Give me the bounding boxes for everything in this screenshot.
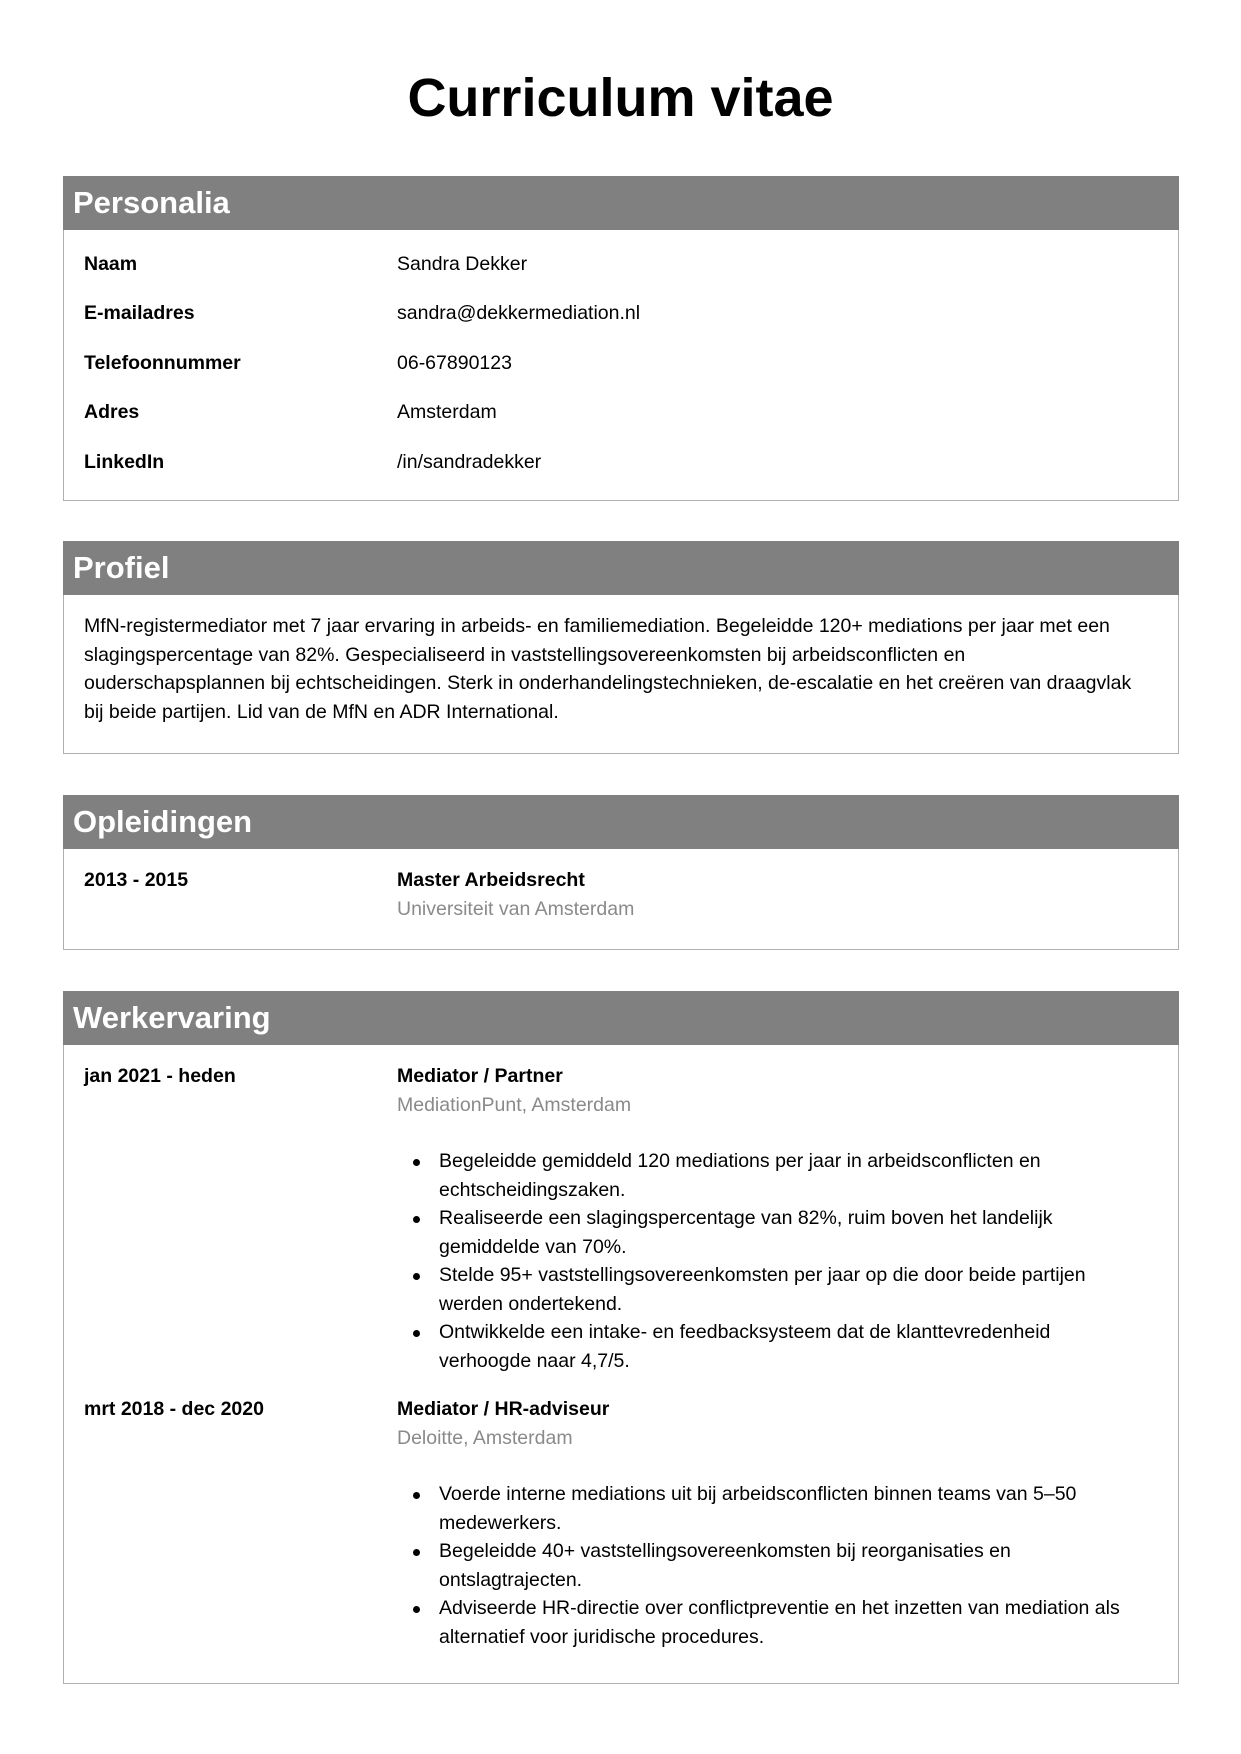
education-period: 2013 - 2015	[84, 869, 189, 891]
linkedin-value: /in/sandradekker	[397, 450, 542, 473]
bullet-item: Ontwikkelde een intake- en feedbacksysteem dat de klanttevredenheid verhoogde naar 4,7/5.	[397, 1318, 1158, 1375]
personalia-row-address	[84, 388, 1158, 438]
bullet-item: Adviseerde HR-directie over conflictpreventie en het inzetten van mediation als alternatief voor juridische procedures.	[397, 1594, 1158, 1651]
werkervaring-body	[64, 1045, 1178, 1669]
education-details	[397, 866, 1158, 923]
job-company: MediationPunt, Amsterdam	[397, 1093, 632, 1116]
opleidingen-heading: Opleidingen	[63, 795, 1179, 849]
page-title: Curriculum vitae	[407, 68, 834, 128]
job-details	[397, 1062, 1158, 1375]
field-label: E-mailadres	[84, 302, 195, 324]
opleidingen-section	[63, 795, 1179, 950]
personalia-section	[63, 176, 1179, 501]
profiel-body	[64, 595, 1178, 744]
field-label: Naam	[84, 252, 138, 275]
job-entry	[84, 1395, 1158, 1651]
werkervaring-section	[63, 991, 1179, 1684]
field-value: Sandra Dekker	[397, 252, 528, 275]
profile-text: MfN-registermediator met 7 jaar ervaring in arbeids- en familiemediation. Begeleidde 120+ mediations per jaar met een slagingspercentage van 82%. Gespecialiseerd in vaststellingsovereenkomsten bij arbeidsconflicten en ouderschapsplannen bij echtscheidingen. Sterk in onderhandelingstechnieken, de-escalatie en het creëren van draagvlak bij beide partijen. Lid van de MfN en ADR International.	[84, 615, 1132, 723]
profiel-heading: Profiel	[63, 541, 1179, 595]
job-title: Mediator / HR-adviseur	[397, 1398, 610, 1420]
bullet-item: Stelde 95+ vaststellingsovereenkomsten per jaar op die door beide partijen werden ondertekend.	[397, 1261, 1158, 1318]
personalia-row-email	[84, 289, 1158, 339]
bullet-item: Begeleidde 40+ vaststellingsovereenkomsten bij reorganisaties en ontslagtrajecten.	[397, 1537, 1158, 1594]
personalia-row-phone	[84, 338, 1158, 388]
bullet-item: Realiseerde een slagingspercentage van 82%, ruim boven het landelijk gemiddelde van 70%.	[397, 1204, 1158, 1261]
personalia-row-linkedin	[84, 437, 1158, 487]
job-entry	[84, 1062, 1158, 1375]
education-institution: Universiteit van Amsterdam	[397, 897, 635, 920]
education-title: Master Arbeidsrecht	[397, 869, 585, 891]
job-title: Mediator / Partner	[397, 1065, 563, 1087]
field-label: Telefoonnummer	[84, 351, 241, 374]
job-details	[397, 1395, 1158, 1651]
address-value: Amsterdam	[397, 401, 497, 423]
field-label: LinkedIn	[84, 450, 165, 473]
job-company: Deloitte, Amsterdam	[397, 1426, 573, 1449]
opleidingen-body	[64, 849, 1178, 941]
education-entry	[84, 866, 1158, 923]
field-label: Adres	[84, 401, 140, 423]
job-period: mrt 2018 - dec 2020	[84, 1398, 264, 1420]
phone-value: 06-67890123	[397, 351, 512, 374]
email-value: sandra@dekkermediation.nl	[397, 302, 641, 324]
personalia-row-naam	[84, 239, 1158, 289]
personalia-body	[64, 230, 1178, 505]
bullet-item: Begeleidde gemiddeld 120 mediations per jaar in arbeidsconflicten en echtscheidingszaken.	[397, 1147, 1158, 1204]
personalia-heading: Personalia	[63, 176, 1179, 230]
profiel-section	[63, 541, 1179, 754]
bullet-item: Voerde interne mediations uit bij arbeidsconflicten binnen teams van 5–50 medewerkers.	[397, 1480, 1158, 1537]
job-bullets	[397, 1147, 1158, 1375]
job-bullets	[397, 1480, 1158, 1651]
werkervaring-heading: Werkervaring	[63, 991, 1179, 1045]
job-period: jan 2021 - heden	[84, 1065, 236, 1087]
